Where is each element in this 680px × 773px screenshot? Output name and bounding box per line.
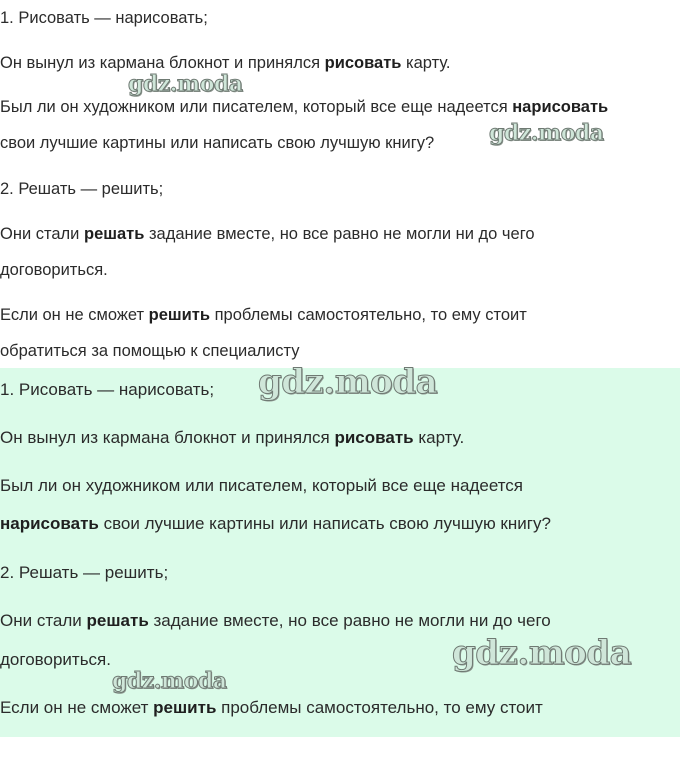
watermark-logo: gdz.moda	[112, 668, 227, 694]
bold-term: нарисовать	[512, 98, 609, 116]
heading-draw: 1. Рисовать — нарисовать;	[0, 9, 208, 27]
bold-term: решить	[148, 306, 211, 324]
answer-panel	[0, 368, 680, 737]
sentence-solve-1-line1: Они стали решать задание вместе, но все равно не могли ни до чего	[0, 225, 535, 243]
heading-draw: 1. Рисовать — нарисовать;	[0, 380, 215, 399]
sentence-draw-2-line2: свои лучшие картины или написать свою лучшую книгу?	[0, 134, 435, 152]
bold-term: решить	[153, 698, 217, 717]
heading-solve: 2. Решать — решить;	[0, 563, 169, 582]
sentence-solve-2-line2: обратиться за помощью к специалисту	[0, 342, 300, 360]
sentence-solve-1-line1: Они стали решать задание вместе, но все равно не могли ни до чего	[0, 611, 551, 630]
bold-term: решать	[83, 225, 145, 243]
sentence-draw-2-line1: Был ли он художником или писателем, который все еще надеется	[0, 476, 524, 495]
bold-term: рисовать	[334, 428, 414, 447]
sentence-solve-1-line2: договориться.	[0, 261, 108, 279]
sentence-draw-2-line1: Был ли он художником или писателем, который все еще надеется нарисовать	[0, 98, 609, 116]
watermark-logo: gdz.moda	[489, 120, 604, 146]
sentence-solve-1-line2: договориться.	[0, 650, 111, 669]
sentence-solve-2-line1: Если он не сможет решить проблемы самостоятельно, то ему стоит	[0, 306, 527, 324]
bold-term: рисовать	[324, 54, 402, 72]
bold-term: решать	[86, 611, 149, 630]
watermark-logo: gdz.moda	[258, 362, 438, 402]
watermark-logo: gdz.moda	[128, 71, 243, 97]
sentence-draw-1: Он вынул из кармана блокнот и принялся рисовать карту.	[0, 428, 465, 447]
bold-term: нарисовать	[0, 514, 99, 533]
sentence-draw-1: Он вынул из кармана блокнот и принялся рисовать карту.	[0, 54, 451, 72]
sentence-solve-2-line1: Если он не сможет решить проблемы самостоятельно, то ему стоит	[0, 698, 543, 717]
watermark-logo: gdz.moda	[452, 633, 632, 673]
sentence-draw-2-line2: нарисовать свои лучшие картины или написать свою лучшую книгу?	[0, 514, 551, 533]
heading-solve: 2. Решать — решить;	[0, 180, 164, 198]
